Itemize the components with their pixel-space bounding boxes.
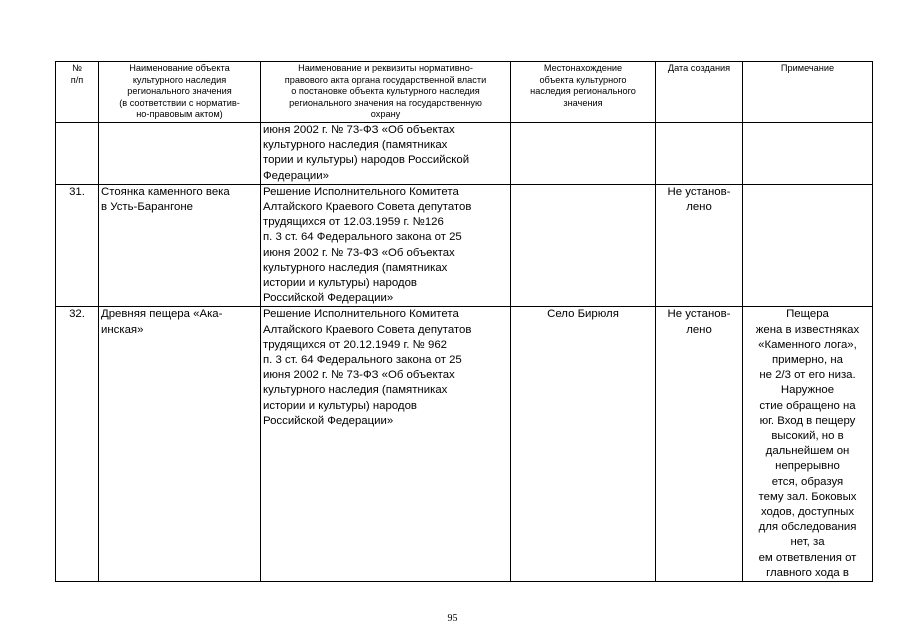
cell-text-line: нет, за	[790, 536, 825, 549]
row-object-name	[99, 184, 261, 307]
header-location	[511, 62, 656, 123]
cell-text-line: истории и культуры) народов	[263, 277, 417, 290]
cell-text-line: непрерывно	[775, 460, 840, 473]
cell-text-line: июня 2002 г. № 73-ФЗ «Об объектах	[263, 124, 455, 136]
cell-text-line: Дата создания	[667, 63, 731, 73]
row-location	[511, 123, 656, 185]
cell-text-line: культурного наследия (памятниках	[263, 384, 448, 397]
cell-text-line: Федерации»	[263, 169, 329, 182]
cell-text-line: культурного наследия (памятниках	[263, 139, 448, 152]
row-creation-date	[656, 123, 743, 185]
cell-text-line: (в соответствии с норматив-	[119, 97, 240, 108]
row-number: 32.	[56, 307, 99, 582]
cell-text-line: Не установ-	[667, 308, 731, 321]
cell-text-line: юг. Вход в пещеру	[759, 414, 856, 427]
row-legal-act	[261, 184, 511, 307]
cell-text-line: Древняя пещера «Ака-	[101, 308, 223, 321]
cell-text-line: примерно, на	[772, 354, 843, 367]
cell-text-line: Примечание	[780, 63, 835, 73]
cell-text-line: ем ответвления от	[758, 551, 857, 564]
cell-text-line: Российской Федерации»	[263, 414, 394, 427]
heritage-registry-table	[55, 61, 873, 582]
cell-text-line: культурного наследия	[132, 74, 227, 85]
row-note	[743, 184, 873, 307]
cell-text-line: регионального значения на государственную	[289, 97, 482, 108]
cell-text-line: но-правовым актом)	[136, 109, 223, 120]
cell-text-line: в Усть-Барангоне	[101, 201, 193, 214]
cell-text-line: лено	[686, 201, 712, 214]
cell-text-line: тему зал. Боковых	[758, 490, 857, 503]
header-object-name	[99, 62, 261, 123]
cell-text-line: Решение Исполнительного Комитета	[263, 185, 459, 198]
cell-text-line: п. 3 ст. 64 Федерального закона от 25	[263, 354, 462, 367]
cell-text-line: Местонахождение	[543, 63, 623, 73]
cell-text-line: главного хода в	[766, 566, 849, 579]
cell-text-line: объекта культурного	[539, 74, 627, 85]
cell-text-line: ходов, доступных	[760, 506, 855, 519]
row-legal-act	[261, 123, 511, 185]
cell-text-line: Наименование объекта	[129, 63, 230, 73]
row-note	[743, 123, 873, 185]
cell-text-line: значения	[563, 97, 603, 108]
cell-text-line: Наружное	[780, 384, 835, 397]
row-location	[511, 184, 656, 307]
row-number	[56, 123, 99, 185]
row-note	[743, 307, 873, 582]
cell-text-line: Российской Федерации»	[263, 292, 394, 305]
page-number: 95	[447, 613, 458, 624]
cell-text-line: тории и культуры) народов Российской	[263, 154, 470, 167]
cell-text-line: Решение Исполнительного Комитета	[263, 308, 459, 321]
cell-text-line: Село Бирюля	[547, 308, 619, 321]
header-creation-date	[656, 62, 743, 123]
cell-text-line: охрану	[370, 109, 401, 120]
header-legal-act	[261, 62, 511, 123]
cell-text-line: Наименование и реквизиты нормативно-	[298, 63, 473, 73]
table-header-row	[56, 62, 873, 123]
cell-text-line: Пещера	[786, 308, 829, 321]
table-row	[56, 184, 873, 307]
cell-text-line: трудящихся от 12.03.1959 г. №126	[263, 216, 444, 229]
row-object-name	[99, 123, 261, 185]
cell-text-line: стие обращено на	[759, 399, 856, 412]
cell-text-line: ется, образуя	[771, 475, 844, 488]
cell-text-line: наследия регионального	[530, 86, 636, 97]
cell-text-line: высокий, но в	[771, 430, 844, 443]
cell-text-line: о постановке объекта культурного наследия	[291, 86, 480, 97]
cell-text-line: Не установ-	[667, 185, 731, 198]
row-number: 31.	[56, 184, 99, 307]
cell-text-line: №	[72, 63, 82, 73]
cell-text-line: регионального значения	[127, 86, 232, 97]
cell-text-line: не 2/3 от его низа.	[759, 369, 856, 382]
cell-text-line: Алтайского Краевого Совета депутатов	[263, 323, 472, 336]
table-row	[56, 307, 873, 582]
cell-text-line: для обследования	[758, 521, 857, 534]
table-row	[56, 123, 873, 185]
row-legal-act	[261, 307, 511, 582]
cell-text-line: п. 3 ст. 64 Федерального закона от 25	[263, 231, 462, 244]
cell-text-line: Алтайского Краевого Совета депутатов	[263, 201, 472, 214]
cell-text-line: инская»	[101, 323, 144, 336]
cell-text-line: дальнейшем он	[765, 445, 850, 458]
row-object-name	[99, 307, 261, 582]
cell-text-line: трудящихся от 20.12.1949 г. № 962	[263, 338, 448, 351]
header-number	[56, 62, 99, 123]
cell-text-line: культурного наследия (памятниках	[263, 261, 448, 274]
cell-text-line: правового акта органа государственной власти	[284, 74, 487, 85]
cell-text-line: истории и культуры) народов	[263, 399, 417, 412]
cell-text-line: июня 2002 г. № 73-ФЗ «Об объектах	[263, 246, 455, 259]
cell-text-line: п/п	[70, 74, 84, 85]
row-location	[511, 307, 656, 582]
row-creation-date	[656, 184, 743, 307]
cell-text-line: «Каменного лога»,	[758, 338, 857, 351]
cell-text-line: лено	[686, 323, 712, 336]
row-creation-date	[656, 307, 743, 582]
cell-text-line: июня 2002 г. № 73-ФЗ «Об объектах	[263, 369, 455, 382]
cell-text-line: жена в известняках	[755, 323, 860, 336]
header-note	[743, 62, 873, 123]
cell-text-line: Стоянка каменного века	[101, 185, 230, 198]
